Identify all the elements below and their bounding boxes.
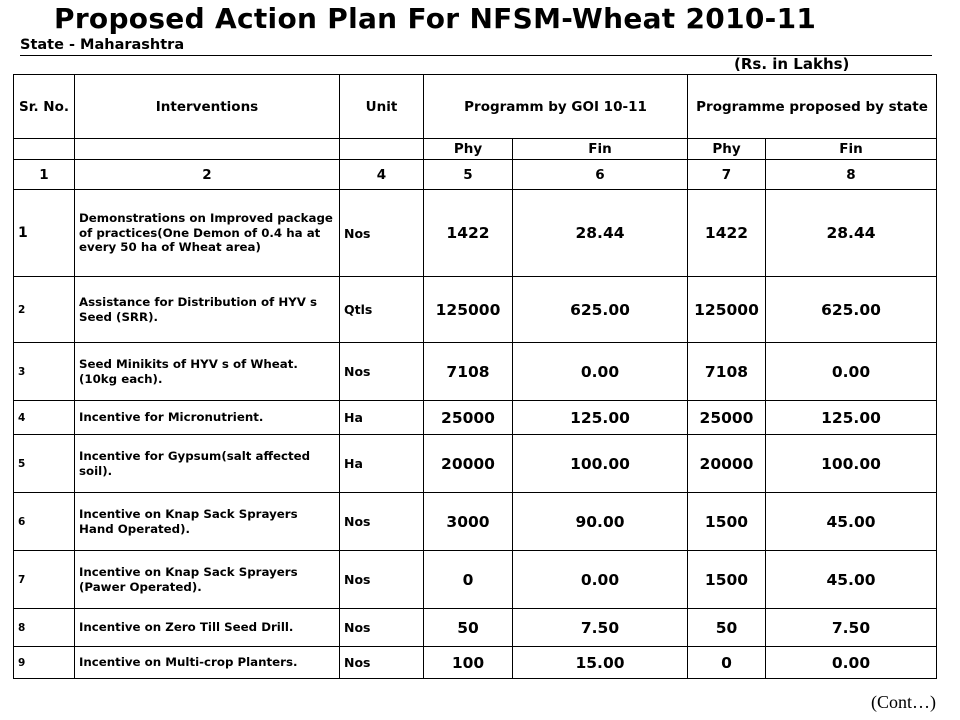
row-state-phy: 7108 [688,343,766,401]
column-number: 5 [424,160,513,190]
action-plan-table [13,74,937,679]
row-goi-fin: 0.00 [513,551,688,609]
row-state-fin: 45.00 [766,493,937,551]
row-sr-no: 9 [14,647,75,679]
column-number: 8 [766,160,937,190]
row-state-fin: 125.00 [766,401,937,435]
row-goi-phy: 100 [424,647,513,679]
subheader-empty [14,139,75,160]
row-unit: Nos [340,343,424,401]
row-unit: Nos [340,551,424,609]
column-number: 7 [688,160,766,190]
row-goi-phy: 125000 [424,277,513,343]
row-state-phy: 0 [688,647,766,679]
row-goi-fin: 125.00 [513,401,688,435]
row-intervention: Incentive for Gypsum(salt affected soil). [75,435,340,493]
table-row [14,609,937,647]
row-intervention: Incentive on Multi-crop Planters. [75,647,340,679]
row-state-fin: 625.00 [766,277,937,343]
header-row [14,75,937,139]
continuation-note: (Cont…) [871,692,936,712]
row-sr-no: 1 [14,190,75,277]
row-goi-fin: 100.00 [513,435,688,493]
row-goi-fin: 0.00 [513,343,688,401]
row-intervention: Demonstrations on Improved package of practices(One Demon of 0.4 ha at every 50 ha of Wheat area) [75,190,340,277]
row-intervention: Incentive on Knap Sack Sprayers Hand Operated). [75,493,340,551]
row-goi-fin: 625.00 [513,277,688,343]
header-goi-programme: Programm by GOI 10-11 [424,75,688,139]
row-intervention: Incentive for Micronutrient. [75,401,340,435]
row-state-phy: 1422 [688,190,766,277]
column-number: 6 [513,160,688,190]
header-interventions: Interventions [75,75,340,139]
row-goi-phy: 7108 [424,343,513,401]
header-sr-no: Sr. No. [14,75,75,139]
subheader-state-phy: Phy [688,139,766,160]
page-title: Proposed Action Plan For NFSM-Wheat 2010-11 [54,2,817,35]
row-unit: Ha [340,435,424,493]
row-unit: Nos [340,190,424,277]
row-state-phy: 20000 [688,435,766,493]
row-state-phy: 50 [688,609,766,647]
header-state-programme: Programme proposed by state [688,75,937,139]
column-number: 2 [75,160,340,190]
state-label: State - Maharashtra [20,37,185,53]
row-unit: Nos [340,493,424,551]
row-goi-phy: 3000 [424,493,513,551]
row-sr-no: 5 [14,435,75,493]
row-sr-no: 4 [14,401,75,435]
header-unit: Unit [340,75,424,139]
row-goi-fin: 28.44 [513,190,688,277]
row-intervention: Incentive on Knap Sack Sprayers (Pawer Operated). [75,551,340,609]
subheader-state-fin: Fin [766,139,937,160]
table-row [14,551,937,609]
row-intervention: Assistance for Distribution of HYV s Seed (SRR). [75,277,340,343]
table-row [14,493,937,551]
row-goi-phy: 1422 [424,190,513,277]
row-goi-fin: 7.50 [513,609,688,647]
row-state-phy: 1500 [688,551,766,609]
row-goi-phy: 20000 [424,435,513,493]
subheader-goi-fin: Fin [513,139,688,160]
row-state-fin: 28.44 [766,190,937,277]
row-state-fin: 45.00 [766,551,937,609]
row-unit: Nos [340,609,424,647]
table-row [14,401,937,435]
row-state-fin: 7.50 [766,609,937,647]
row-goi-fin: 15.00 [513,647,688,679]
table-row [14,343,937,401]
row-sr-no: 3 [14,343,75,401]
row-state-fin: 0.00 [766,647,937,679]
subheader-goi-phy: Phy [424,139,513,160]
row-state-phy: 125000 [688,277,766,343]
row-sr-no: 8 [14,609,75,647]
table-row [14,190,937,277]
row-goi-fin: 90.00 [513,493,688,551]
table-row [14,435,937,493]
table-row [14,277,937,343]
row-state-phy: 1500 [688,493,766,551]
row-state-phy: 25000 [688,401,766,435]
row-intervention: Incentive on Zero Till Seed Drill. [75,609,340,647]
subheader-row [14,139,937,160]
row-goi-phy: 50 [424,609,513,647]
units-note: (Rs. in Lakhs) [734,55,850,73]
row-unit: Ha [340,401,424,435]
row-unit: Nos [340,647,424,679]
column-number: 4 [340,160,424,190]
row-sr-no: 6 [14,493,75,551]
row-sr-no: 7 [14,551,75,609]
row-goi-phy: 0 [424,551,513,609]
column-number: 1 [14,160,75,190]
subheader-empty [340,139,424,160]
table-row [14,647,937,679]
row-goi-phy: 25000 [424,401,513,435]
column-number-row [14,160,937,190]
row-state-fin: 100.00 [766,435,937,493]
row-state-fin: 0.00 [766,343,937,401]
subheader-empty [75,139,340,160]
row-intervention: Seed Minikits of HYV s of Wheat. (10kg each). [75,343,340,401]
row-unit: Qtls [340,277,424,343]
row-sr-no: 2 [14,277,75,343]
